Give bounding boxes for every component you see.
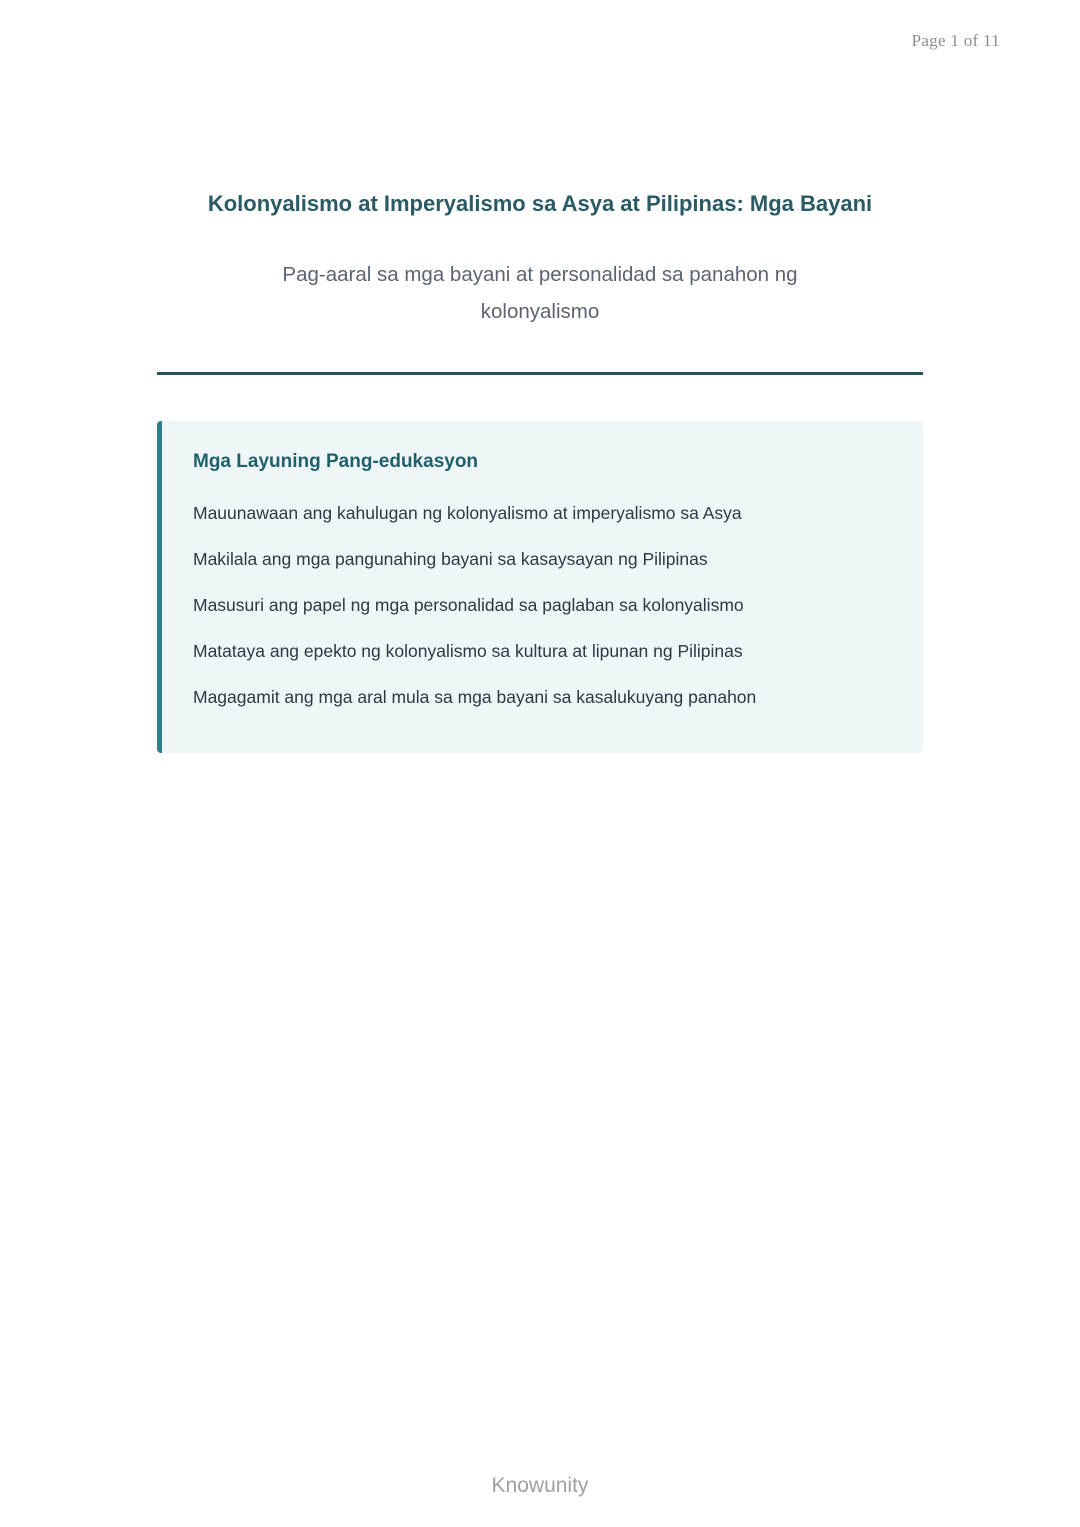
objectives-callout-box <box>157 421 923 753</box>
document-title: Kolonyalismo at Imperyalismo sa Asya at Pilipinas: Mga Bayani <box>207 191 873 216</box>
objectives-heading: Mga Layuning Pang-edukasyon <box>193 451 479 472</box>
footer-brand: Knowunity <box>491 1474 589 1497</box>
objective-item: Makilala ang mga pangunahing bayani sa kasaysayan ng Pilipinas <box>193 549 708 569</box>
objective-item: Masusuri ang papel ng mga personalidad sa paglaban sa kolonyalismo <box>193 595 744 615</box>
page-indicator: Page 1 of 11 <box>911 31 1000 50</box>
objective-item: Mauunawaan ang kahulugan ng kolonyalismo at imperyalismo sa Asya <box>193 503 742 523</box>
document-subtitle: Pag-aaral sa mga bayani at personalidad sa panahon ng kolonyalismo <box>282 263 798 323</box>
objective-item: Matataya ang epekto ng kolonyalismo sa kultura at lipunan ng Pilipinas <box>193 641 743 661</box>
section-divider <box>157 372 923 375</box>
objectives-list <box>193 502 887 708</box>
objective-item: Magagamit ang mga aral mula sa mga bayani sa kasalukuyang panahon <box>193 687 757 707</box>
